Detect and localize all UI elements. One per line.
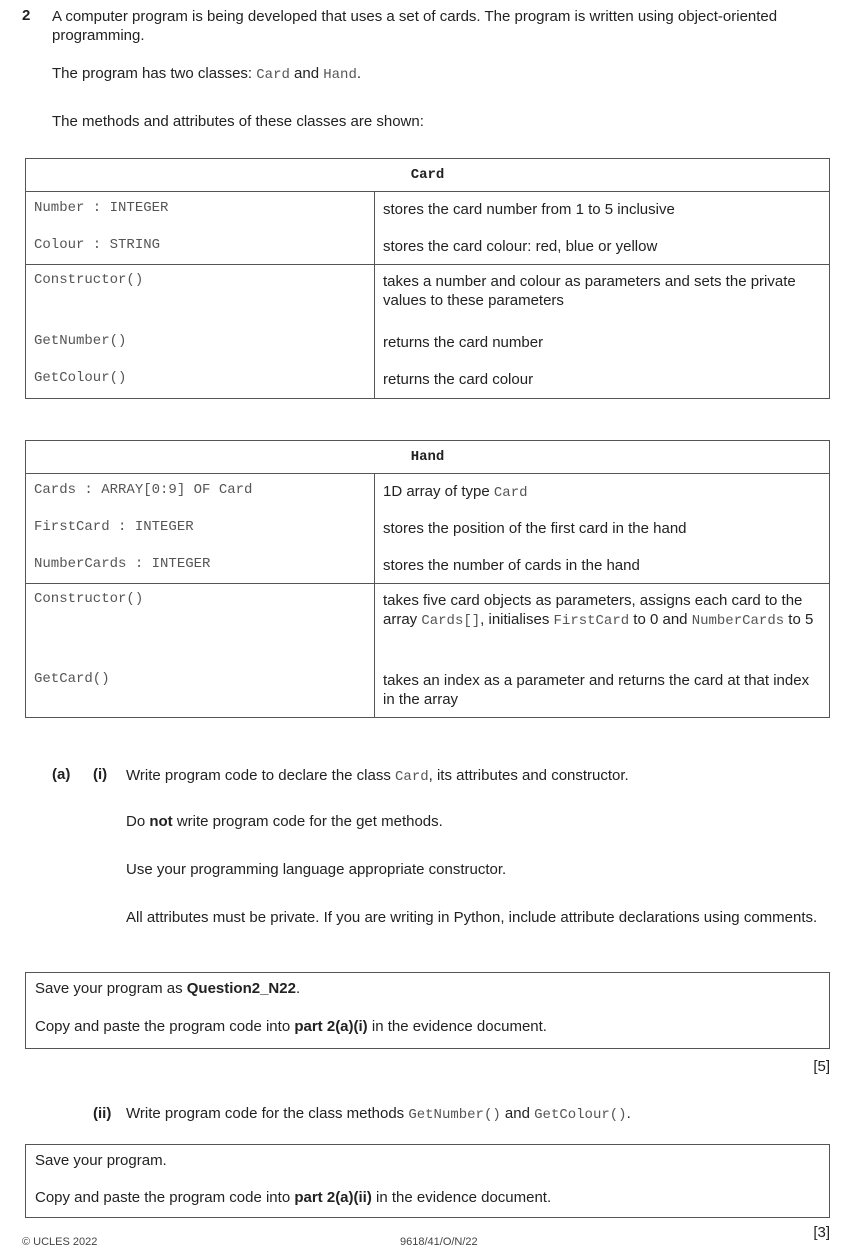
classes-sentence-end: . xyxy=(356,65,362,82)
part-i-label: (i) xyxy=(93,766,108,783)
method-getcolour-desc: returns the card colour xyxy=(383,371,534,388)
box1-line1 xyxy=(35,979,820,998)
hand-constructor-desc xyxy=(383,591,821,671)
attr-number-name: Number : INTEGER xyxy=(34,200,169,216)
part-i-line3: Use your programming language appropriate constructor. xyxy=(126,861,507,878)
classes-sentence xyxy=(52,64,361,85)
marks-3: [3] xyxy=(813,1224,830,1241)
box1-filename: Question2_N22 xyxy=(186,980,296,997)
hand-constructor-name: Constructor() xyxy=(34,591,144,607)
hand-methods-descs xyxy=(375,584,830,718)
part-i-line2-text: Do xyxy=(126,813,150,830)
code-getnumber: GetNumber() xyxy=(408,1107,501,1123)
attr-firstcard-name: FirstCard : INTEGER xyxy=(34,519,194,535)
part-i-line4: All attributes must be private. If you are writing in Python, include attribute declarations using comments. xyxy=(126,909,818,926)
method-getnumber-name: GetNumber() xyxy=(34,333,127,349)
attr-numbercards-name: NumberCards : INTEGER xyxy=(34,556,211,572)
attr-cards-desc-code: Card xyxy=(493,485,528,501)
box1-line1-end: . xyxy=(295,980,301,997)
box2-line1: Save your program. xyxy=(35,1152,167,1169)
footer-copyright: © UCLES 2022 xyxy=(22,1236,98,1248)
attr-cards-name: Cards : ARRAY[0:9] OF Card xyxy=(34,482,253,498)
card-attributes-names xyxy=(26,192,375,265)
hand-attributes-names xyxy=(26,474,375,584)
footer-code: 9618/41/O/N/22 xyxy=(400,1236,478,1248)
classes-sentence-and: and xyxy=(289,65,324,82)
attr-numbercards-desc: stores the number of cards in the hand xyxy=(383,557,640,574)
card-class-table xyxy=(25,158,830,399)
part-ii-end: . xyxy=(626,1105,631,1122)
box2-line2 xyxy=(35,1188,820,1207)
part-i-line1-text: Write program code to declare the class xyxy=(126,767,396,784)
attr-firstcard-desc: stores the position of the first card in the hand xyxy=(383,520,687,537)
attr-number-desc: stores the card number from 1 to 5 inclusive xyxy=(383,201,675,218)
method-getcard-name: GetCard() xyxy=(34,671,110,687)
box1-line1-text: Save your program as xyxy=(35,980,187,997)
part-i-code-card: Card xyxy=(395,769,429,785)
part-ii-label: (ii) xyxy=(93,1105,112,1122)
method-constructor-name: Constructor() xyxy=(34,272,144,288)
attr-colour-desc: stores the card colour: red, blue or yellow xyxy=(383,238,658,255)
part-i-line2-end: write program code for the get methods. xyxy=(172,813,443,830)
attr-cards-desc xyxy=(383,482,821,519)
methods-sentence: The methods and attributes of these classes are shown: xyxy=(52,113,424,130)
card-methods-names xyxy=(26,265,375,399)
ctor-desc-text-4: to 5 xyxy=(784,611,814,628)
part-ii-line xyxy=(126,1105,631,1123)
box1-line2 xyxy=(35,1017,820,1036)
instruction-box-1 xyxy=(25,972,830,1049)
card-attributes-descs xyxy=(375,192,830,265)
code-card: Card xyxy=(256,67,290,83)
ctor-desc-code-numbercards: NumberCards xyxy=(691,613,785,629)
ctor-desc-text-1: takes five card objects as parameters, assigns each card to the array xyxy=(383,592,803,628)
attr-cards-desc-text: 1D array of type xyxy=(383,483,494,500)
card-methods-descs xyxy=(375,265,830,399)
box1-part-ref: part 2(a)(i) xyxy=(294,1018,368,1035)
ctor-desc-text-2: , initialises xyxy=(480,611,554,628)
method-getcard-desc: takes an index as a parameter and returns the card at that index in the array xyxy=(383,672,810,708)
part-ii-and: and xyxy=(500,1105,535,1122)
part-i-line1 xyxy=(126,766,629,787)
box2-line2-text: Copy and paste the program code into xyxy=(35,1189,295,1206)
part-a-label: (a) xyxy=(52,766,71,783)
ctor-desc-text-3: to 0 and xyxy=(629,611,692,628)
question-intro: A computer program is being developed that uses a set of cards. The program is written using object-oriented programming. xyxy=(52,8,778,44)
box2-part-ref: part 2(a)(ii) xyxy=(294,1189,372,1206)
instruction-box-2 xyxy=(25,1144,830,1218)
method-getnumber-desc: returns the card number xyxy=(383,334,544,351)
box2-line2-end: in the evidence document. xyxy=(371,1189,552,1206)
hand-methods-names xyxy=(26,584,375,718)
code-hand: Hand xyxy=(323,67,357,83)
hand-attributes-descs xyxy=(375,474,830,584)
code-getcolour: GetColour() xyxy=(534,1107,627,1123)
part-ii-text: Write program code for the class methods xyxy=(126,1105,409,1122)
part-i-line1-end: , its attributes and constructor. xyxy=(428,767,629,784)
part-i-line2-bold: not xyxy=(149,813,173,830)
part-i-line2 xyxy=(126,813,443,830)
question-number: 2 xyxy=(22,7,31,24)
marks-5: [5] xyxy=(813,1058,830,1075)
method-constructor-desc: takes a number and colour as parameters and sets the private values to these parameters xyxy=(383,273,796,309)
ctor-desc-code-firstcard: FirstCard xyxy=(553,613,630,629)
attr-colour-name: Colour : STRING xyxy=(34,237,161,253)
card-table-header: Card xyxy=(26,159,830,192)
box1-line2-text: Copy and paste the program code into xyxy=(35,1018,295,1035)
classes-sentence-text: The program has two classes: xyxy=(52,65,257,82)
box1-line2-end: in the evidence document. xyxy=(367,1018,547,1035)
hand-table-header: Hand xyxy=(26,441,830,474)
method-getcolour-name: GetColour() xyxy=(34,370,127,386)
ctor-desc-code-cards: Cards[] xyxy=(421,613,481,629)
hand-class-table xyxy=(25,440,830,718)
